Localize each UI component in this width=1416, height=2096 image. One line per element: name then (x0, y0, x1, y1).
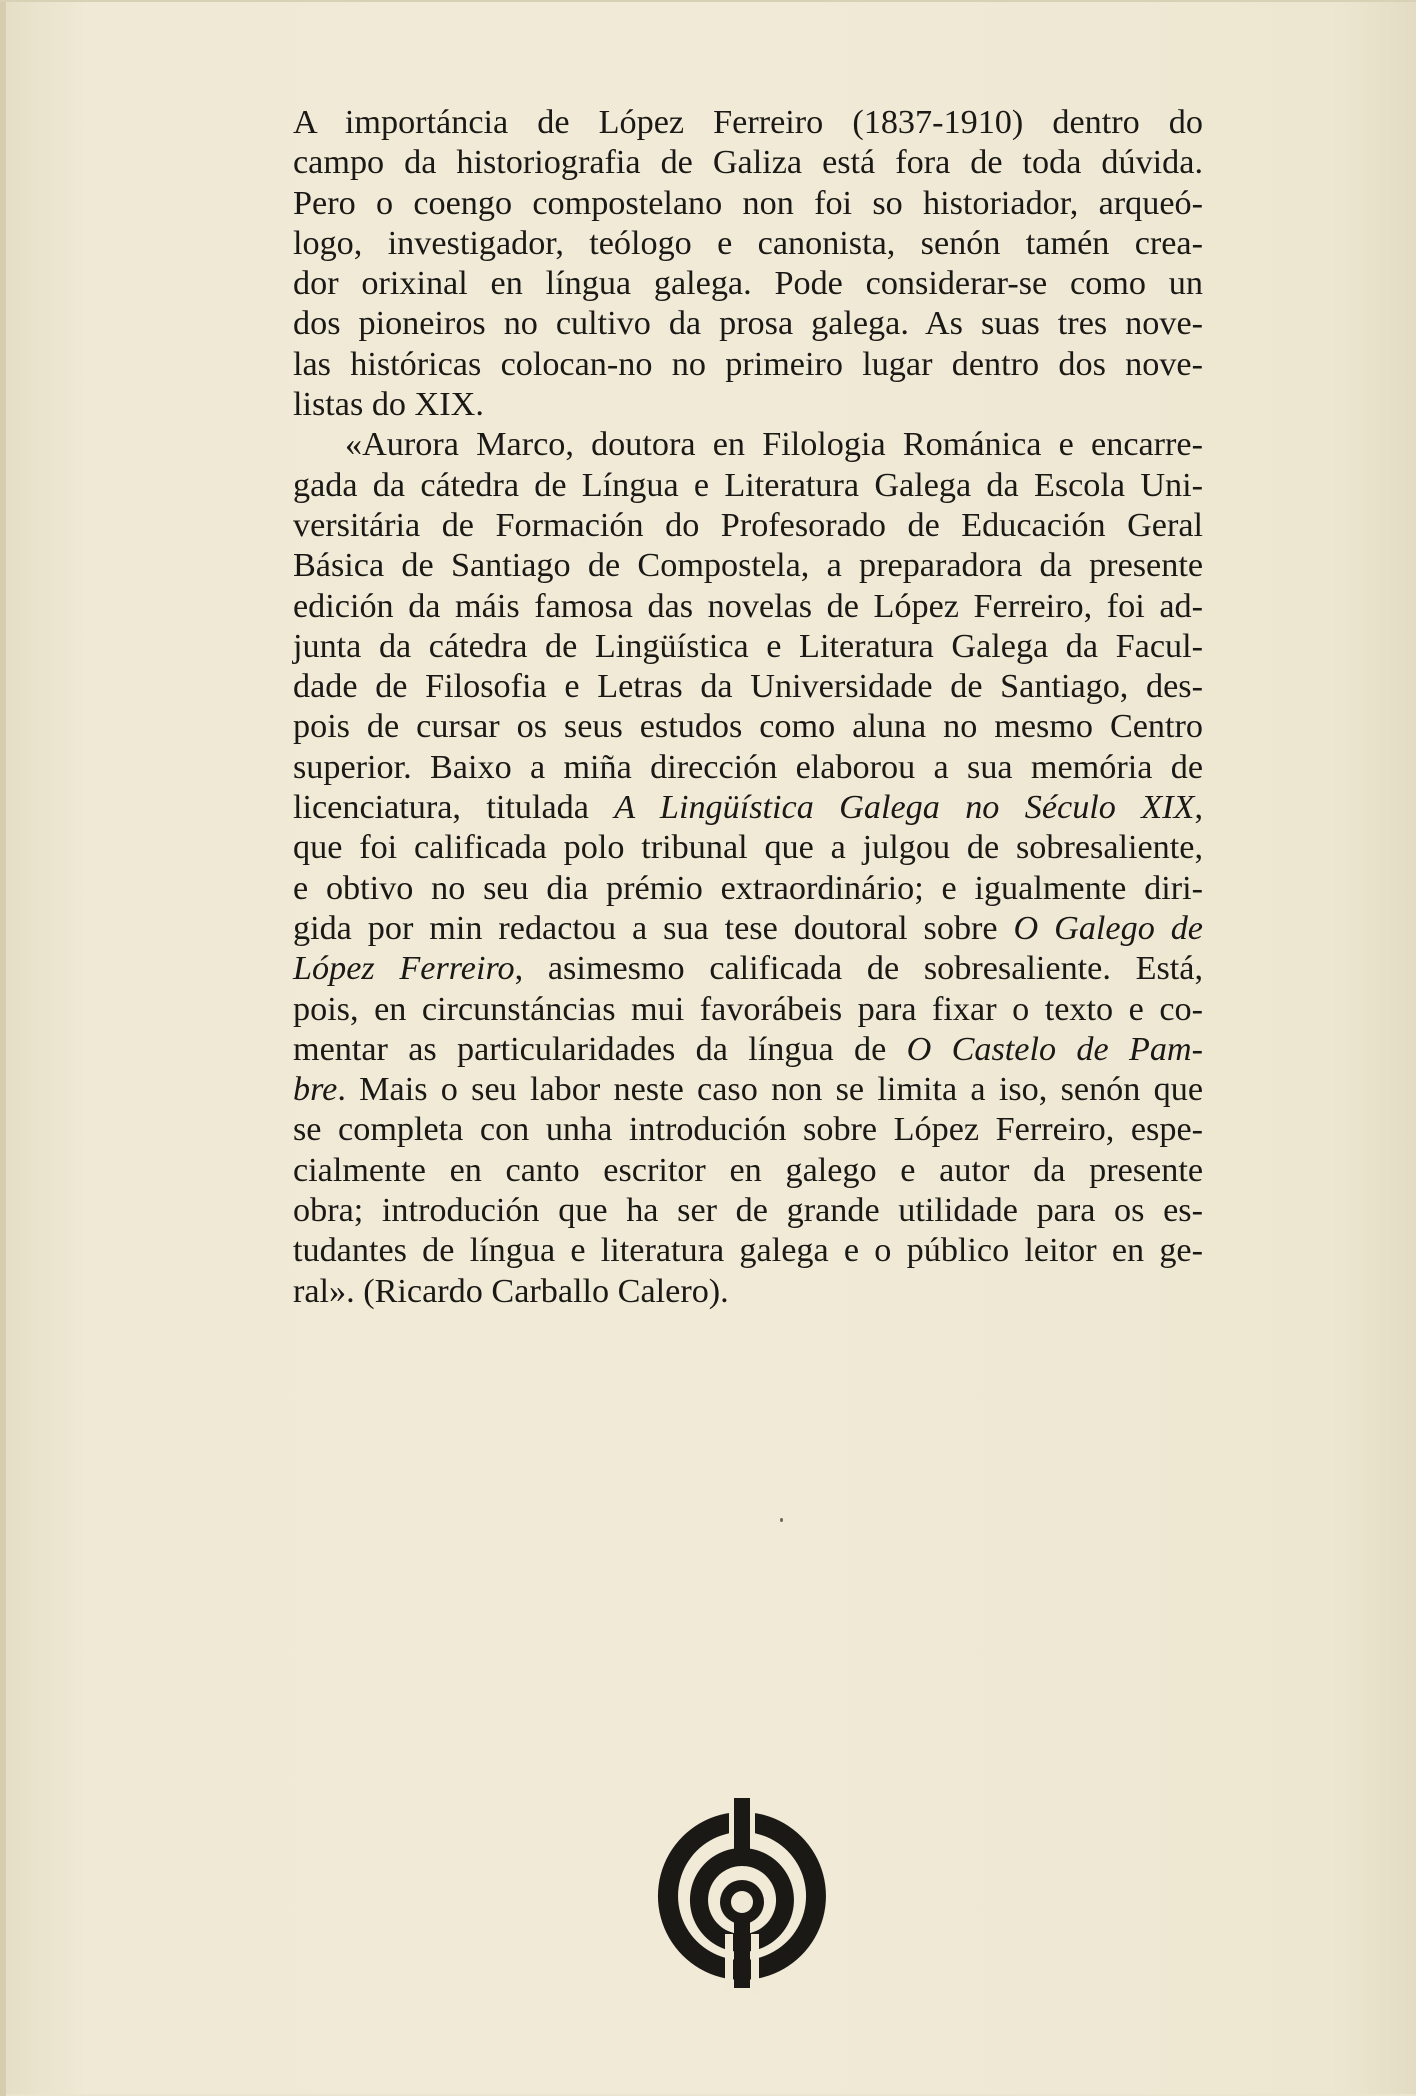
text-line: gada da cátedra de Língua e Literatura Galega da Escola Uni- (293, 466, 1203, 504)
text-line (293, 949, 1203, 989)
blurb-text (293, 103, 1203, 1312)
print-speck (780, 1518, 783, 1522)
text-line: listas do XIX. (293, 386, 484, 424)
text-run: mentar as particularidades da língua de (293, 1030, 907, 1068)
text-line: cialmente en canto escritor en galego e autor da presente (293, 1151, 1203, 1189)
text-line: obra; introdución que ha ser de grande utilidade para os es- (293, 1192, 1203, 1230)
text-line: superior. Baixo a miña dirección elaborou a sua memória de (293, 748, 1203, 786)
book-title-italic: O Galego de (1013, 909, 1203, 947)
book-title-italic: A Lingüística Galega no Século XIX (614, 789, 1195, 827)
text-run: , (1194, 789, 1203, 827)
text-line: «Aurora Marco, doutora en Filologia Románica e encarre- (345, 426, 1203, 464)
text-line: ral». (Ricardo Carballo Calero). (293, 1272, 729, 1310)
text-line: e obtivo no seu dia prémio extraordinário; e igualmente diri- (293, 869, 1203, 907)
text-line: se completa con unha introdución sobre López Ferreiro, espe- (293, 1111, 1203, 1149)
text-line (293, 788, 1203, 828)
text-line: edición da máis famosa das novelas de López Ferreiro, foi ad- (293, 587, 1203, 625)
text-line (293, 1070, 1203, 1110)
blurb-paragraph-1 (293, 103, 1203, 425)
text-line: que foi calificada polo tribunal que a julgou de sobresaliente, (293, 829, 1203, 867)
text-line: campo da historiografia de Galiza está fora de toda dúvida. (293, 144, 1203, 182)
text-line: pois de cursar os seus estudos como aluna no mesmo Centro (293, 708, 1203, 746)
text-run: , asimesmo calificada de sobresaliente. Está, (514, 950, 1204, 988)
book-title-italic: bre (293, 1071, 338, 1109)
spine-edge (0, 2, 6, 2096)
text-run: licenciatura, titulada (293, 789, 615, 827)
text-line: versitária de Formación do Profesorado de Educación Geral (293, 506, 1203, 544)
text-line: Pero o coengo compostelano non foi so historiador, arqueó- (293, 184, 1203, 222)
text-line: dos pioneiros no cultivo da prosa galega. As suas tres nove- (293, 305, 1203, 343)
blurb-paragraph-2 (293, 425, 1203, 1312)
publisher-emblem-icon (645, 1798, 839, 2000)
text-line: junta da cátedra de Lingüística e Literatura Galega da Facul- (293, 627, 1203, 665)
text-line: las históricas colocan-no no primeiro lugar dentro dos nove- (293, 345, 1203, 383)
text-line: Básica de Santiago de Compostela, a preparadora da presente (293, 547, 1203, 585)
text-line (293, 1030, 1203, 1070)
text-line: dor orixinal en língua galega. Pode considerar-se como un (293, 265, 1203, 303)
text-line: dade de Filosofia e Letras da Universidade de Santiago, des- (293, 668, 1203, 706)
text-line: logo, investigador, teólogo e canonista, senón tamén crea- (293, 224, 1203, 262)
text-line: pois, en circunstáncias mui favorábeis para fixar o texto e co- (293, 990, 1203, 1028)
book-title-italic: O Castelo de Pam- (906, 1030, 1203, 1068)
text-run: . Mais o seu labor neste caso non se limita a iso, senón que (337, 1071, 1203, 1109)
text-line: A importáncia de López Ferreiro (1837-1910) dentro do (293, 104, 1203, 141)
book-title-italic: López Ferreiro (293, 950, 515, 988)
text-run: gida por min redactou a sua tese doutoral sobre (293, 909, 1014, 947)
text-line: tudantes de língua e literatura galega e o público leitor en ge- (293, 1232, 1203, 1270)
text-line (293, 909, 1203, 949)
